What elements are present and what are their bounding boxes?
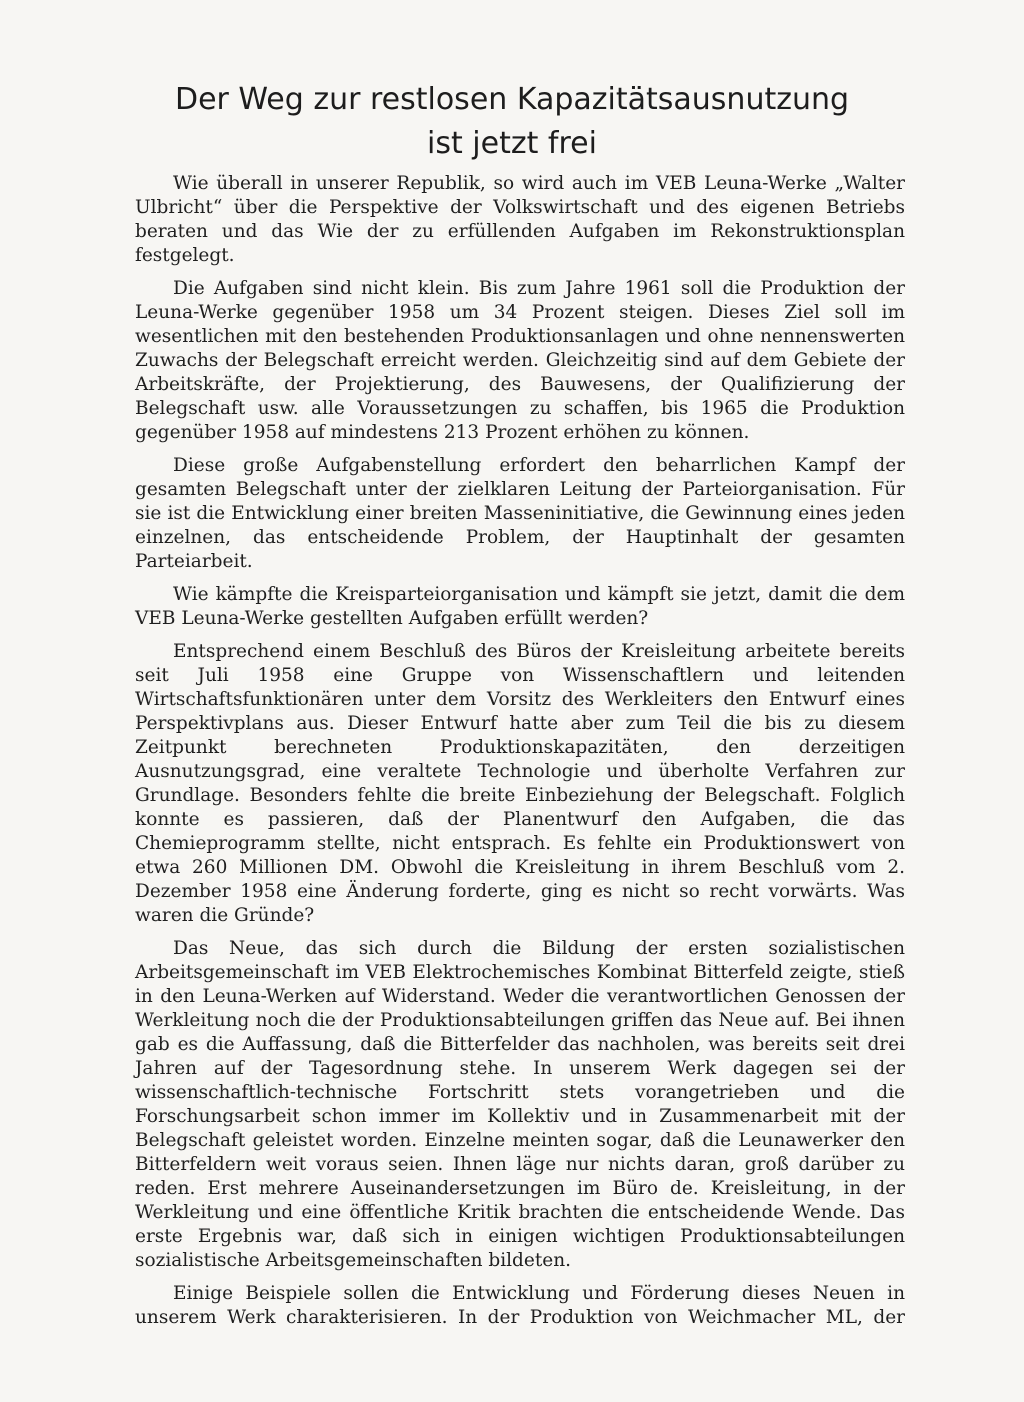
article-body — [135, 172, 905, 1339]
paragraph-5: Entsprechend einem Beschluß des Büros der Kreisleitung arbeitete bereits seit Juli 1958 eine Gruppe von Wissenschaftlern und leitenden Wirtschaftsfunktionären unter dem Vorsitz des Werkleiters den Entwurf eines Perspektivplans aus. Dieser Entwurf hatte aber zum Teil die bis zu diesem Zeitpunkt berechneten Produktionskapazitäten, den derzeitigen Ausnutzungsgrad, eine veraltete Technologie und überholte Verfahren zur Grundlage. Besonders fehlte die breite Einbeziehung der Belegschaft. Folglich konnte es passieren, daß der Planentwurf den Aufgaben, die das Chemieprogramm stellte, nicht entsprach. Es fehlte ein Produktionswert von etwa 260 Millionen DM. Obwohl die Kreisleitung in ihrem Beschluß vom 2. Dezember 1958 eine Änderung forderte, ging es nicht so recht vorwärts. Was waren die Gründe? — [135, 641, 905, 926]
paragraph-6: Das Neue, das sich durch die Bildung der ersten sozialistischen Arbeitsgemeinschaft im VEB Elektrochemisches Kombinat Bitterfeld zeigte, stieß in den Leuna-Werken auf Widerstand. Weder die verantwortlichen Genossen der Werkleitung noch die der Produktionsabteilungen griffen das Neue auf. Bei ihnen gab es die Auffassung, daß die Bitterfelder das nachholen, was bereits seit drei Jahren auf der Tagesordnung stehe. In unserem Werk dagegen sei der wissenschaftlich-technische Fortschritt stets vorangetrieben und die Forschungsarbeit schon immer im Kollektiv und in Zusammenarbeit mit der Belegschaft geleistet worden. Einzelne meinten sogar, daß die Leunawerker den Bitterfeldern weit voraus seien. Ihnen läge nur nichts daran, groß darüber zu reden. Erst mehrere Auseinandersetzungen im Büro de. Kreisleitung, in der Werkleitung und eine öffentliche Kritik brachten die entscheidende Wende. Das erste Ergebnis war, daß sich in einigen wichtigen Produktionsabteilungen sozialistische Arbeitsgemeinschaften bildeten. — [135, 938, 905, 1271]
page-title-line-1: Der Weg zur restlosen Kapazitätsausnutzung — [174, 82, 850, 117]
page-title — [100, 78, 924, 166]
page-title-line-2: ist jetzt frei — [427, 126, 597, 161]
paragraph-1: Wie überall in unserer Republik, so wird auch im VEB Leuna-Werke „Walter Ulbricht“ über die Perspektive der Volkswirtschaft und des eigenen Betriebs beraten und das Wie der zu erfüllenden Aufgaben im Rekonstruktionsplan festgelegt. — [135, 173, 905, 266]
paragraph-7: Einige Beispiele sollen die Entwicklung und Förderung dieses Neuen in unserem Werk charakterisieren. In der Produktion von Weichmacher ML, der — [135, 1283, 905, 1328]
paragraph-2: Die Aufgaben sind nicht klein. Bis zum Jahre 1961 soll die Produktion der Leuna-Werke gegenüber 1958 um 34 Prozent steigen. Dieses Ziel soll im wesentlichen mit den bestehenden Produktionsanlagen und ohne nennenswerten Zuwachs der Belegschaft erreicht werden. Gleichzeitig sind auf dem Gebiete der Arbeitskräfte, der Projektierung, des Bauwesens, der Qualifizierung der Belegschaft usw. alle Voraussetzungen zu schaffen, bis 1965 die Produktion gegenüber 1958 auf mindestens 213 Prozent erhöhen zu können. — [135, 278, 905, 443]
paragraph-4: Wie kämpfte die Kreisparteiorganisation und kämpft sie jetzt, damit die dem VEB Leuna-Werke gestellten Aufgaben erfüllt werden? — [135, 584, 905, 629]
paragraph-3: Diese große Aufgabenstellung erfordert den beharrlichen Kampf der gesamten Belegschaft unter der zielklaren Leitung der Parteiorganisation. Für sie ist die Entwicklung einer breiten Masseninitiative, die Gewinnung eines jeden einzelnen, das entscheidende Problem, der Hauptinhalt der gesamten Parteiarbeit. — [135, 455, 905, 572]
